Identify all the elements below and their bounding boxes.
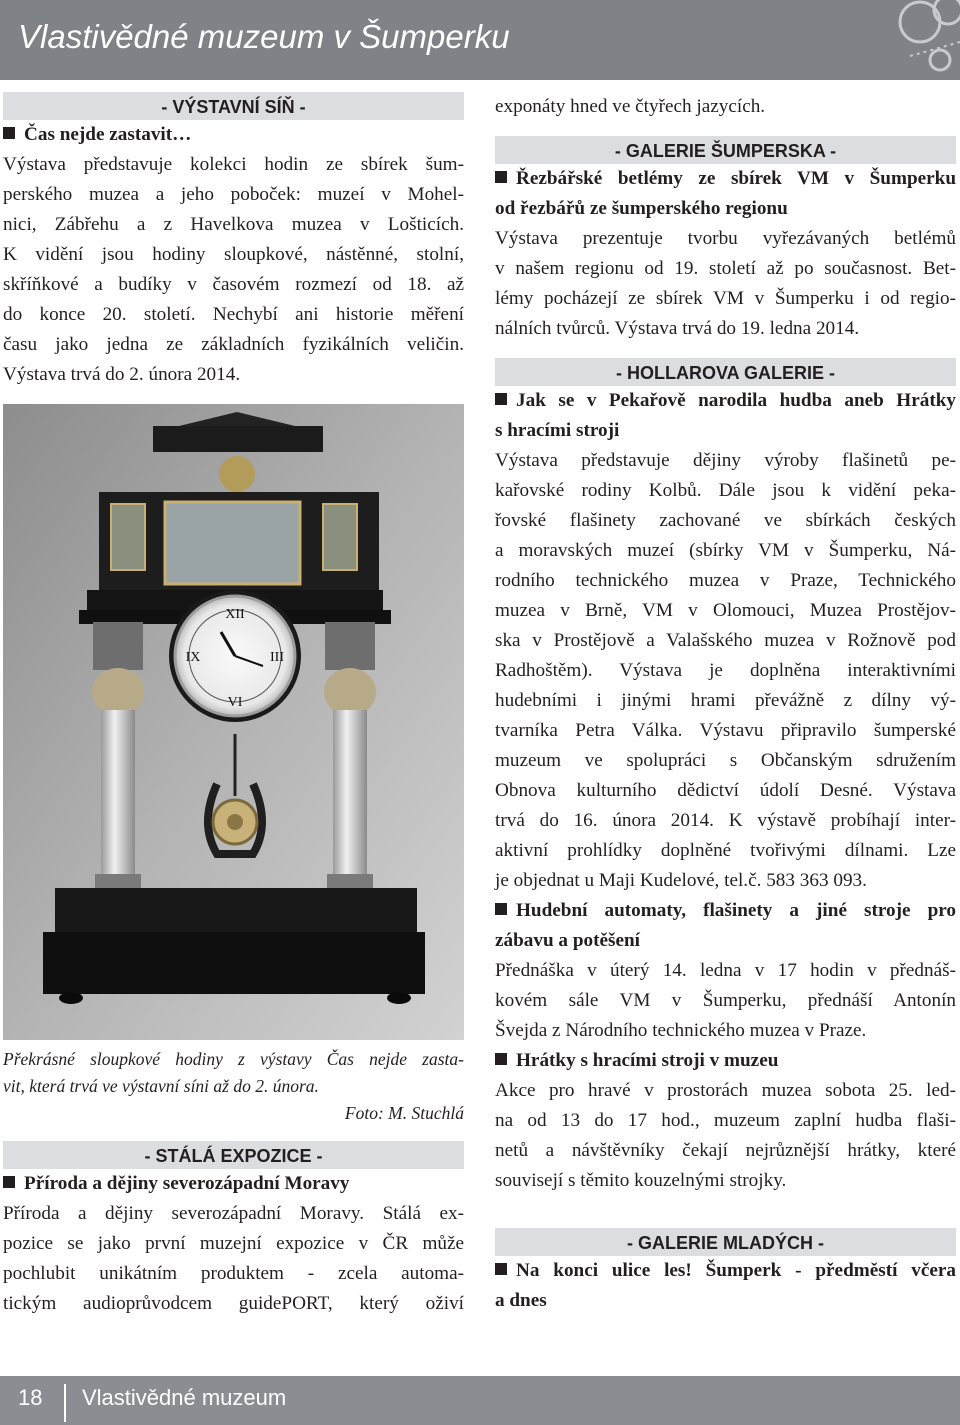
square-bullet-icon xyxy=(3,127,15,139)
text-line: je objednat u Maji Kudelové, tel.č. 583 363 093. xyxy=(495,870,867,891)
text-line: exponáty hned ve čtyřech jazycích. xyxy=(495,96,766,117)
text-line: pozice se jako první muzejní expozice v ČR může xyxy=(3,1233,464,1254)
text-line: muzeum ve spolupráci s Občanským sdružením xyxy=(495,750,956,771)
clock-photo xyxy=(3,404,464,1040)
text-line: a moravských muzeí (sbírky VM v Šumperku, Ná- xyxy=(495,540,956,561)
text-line: perského muzea a jeho poboček: muzeí v Mohel- xyxy=(3,184,464,205)
item-title-rezbarske-betlemy: Řezbářské betlémy ze sbírek VM v Šumperku od řezbářů ze šumperského regionu xyxy=(495,168,956,219)
section-heading-hollarova-galerie: - HOLLAROVA GALERIE - xyxy=(495,358,956,386)
text-line: Radhoštěm). Výstava je doplněna interaktivními xyxy=(495,660,956,681)
text-line: trvá do 16. února 2014. K výstavě probíhají inter- xyxy=(495,810,956,831)
text-line: Švejda z Národního technického muzea v Praze. xyxy=(495,1020,867,1041)
spacer xyxy=(495,122,956,136)
item-title-priroda-a-dejiny: Příroda a dějiny severozápadní Moravy xyxy=(3,1169,464,1199)
page-header xyxy=(0,0,960,80)
text-line: řovské flašinety zachované ve sbírkách českých xyxy=(495,510,956,531)
right-column xyxy=(495,92,956,1316)
svg-text:IX: IX xyxy=(185,650,201,665)
text-line: muzea v Brně, VM v Olomouci, Muzea Prostějov- xyxy=(495,600,956,621)
spacer xyxy=(3,1127,464,1141)
photo-credit: Foto: M. Stuchlá xyxy=(344,1103,464,1123)
left-column xyxy=(3,92,464,1319)
item-title-na-konci-ulice-les: Na konci ulice les! Šumperk - předměstí včera a dnes xyxy=(495,1260,956,1311)
text-line: rodního technického muzea v Praze, Technického xyxy=(495,570,956,591)
text-line: Akce pro hravé v prostorách muzea sobota 25. led- xyxy=(495,1080,956,1101)
caption-line: Překrásné sloupkové hodiny z výstavy Čas nejde zasta- xyxy=(3,1049,464,1069)
square-bullet-icon xyxy=(495,171,507,183)
square-bullet-icon xyxy=(495,1263,507,1275)
text-line: skříňkové a budíky v časovém rozmezí od 18. až xyxy=(3,274,464,295)
text-line: do konce 20. století. Nechybí ani historie měření xyxy=(3,304,464,325)
text-line: Přednáška v úterý 14. ledna v 17 hodin v přednáš- xyxy=(495,960,956,981)
text-line: Příroda a dějiny severozápadní Moravy. Stálá ex- xyxy=(3,1203,464,1224)
text-line: pochlubit unikátním produktem - zcela automa- xyxy=(3,1263,464,1284)
text-line: Obnova kulturního dědictví údolí Desné. Výstava xyxy=(495,780,956,801)
text-line: na od 13 do 17 hod., muzeum zaplní hudba flaši- xyxy=(495,1110,956,1131)
section-heading-galerie-sumperska: - GALERIE ŠUMPERSKA - xyxy=(495,136,956,164)
item-title-hudebni-automaty: Hudební automaty, flašinety a jiné stroje pro zábavu a potěšení xyxy=(495,900,956,951)
section-heading-stala-expozice: - STÁLÁ EXPOZICE - xyxy=(3,1141,464,1169)
text-line: ska v Prostějově a Valašského muzea v Rožnově pod xyxy=(495,630,956,651)
item-title-hratky-s-hracimi-stroji: Hrátky s hracími stroji v muzeu xyxy=(495,1046,956,1076)
square-bullet-icon xyxy=(495,1053,507,1065)
photo-caption xyxy=(3,1046,464,1100)
text-line: kovém sále VM v Šumperku, přednáší Antonín xyxy=(495,990,956,1011)
square-bullet-icon xyxy=(495,903,507,915)
text-line: nálních tvůrců. Výstava trvá do 19. ledna 2014. xyxy=(495,318,860,339)
text-line: Výstava představuje kolekci hodin ze sbírek šum- xyxy=(3,154,464,175)
square-bullet-icon xyxy=(495,393,507,405)
text-line: netů a návštěvníky čekají nejrůznější hrátky, které xyxy=(495,1140,956,1161)
square-bullet-icon xyxy=(3,1176,15,1188)
text-line: Výstava představuje dějiny výroby flašinetů pe- xyxy=(495,450,956,471)
circles-decoration-icon xyxy=(860,0,960,80)
svg-text:III: III xyxy=(270,650,284,665)
item-title-cas-nejde-zastavit: Čas nejde zastavit… xyxy=(3,120,464,150)
caption-line: vit, která trvá ve výstavní síni až do 2. února. xyxy=(3,1076,319,1096)
text-line: Výstava trvá do 2. února 2014. xyxy=(3,364,241,385)
svg-text:XII: XII xyxy=(225,607,245,622)
text-line: času jako jedna ze základních fyzikálních veličin. xyxy=(3,334,464,355)
text-line: lémy pocházejí ze sbírek VM v Šumperku i od regio- xyxy=(495,288,956,309)
text-line: souvisejí s těmito kouzelnými strojky. xyxy=(495,1170,787,1191)
section-heading-vystavni-sin: - VÝSTAVNÍ SÍŇ - xyxy=(3,92,464,120)
text-line: tvarníka Petra Válka. Výstavu připravilo šumperské xyxy=(495,720,956,741)
section-heading-galerie-mladych: - GALERIE MLADÝCH - xyxy=(495,1228,956,1256)
text-line: v našem regionu od 19. století až po současnost. Bet- xyxy=(495,258,956,279)
footer-divider xyxy=(64,1384,66,1422)
svg-text:VI: VI xyxy=(227,695,243,710)
item-title-jak-se-v-pekarove: Jak se v Pekařově narodila hudba aneb Hrátky s hracími stroji xyxy=(495,390,956,441)
footer-publication-name: Vlastivědné muzeum xyxy=(82,1385,287,1410)
spacer xyxy=(495,344,956,358)
page-number: 18 xyxy=(18,1385,43,1410)
text-line: tickým audioprůvodcem guidePORT, který oživí xyxy=(3,1293,464,1314)
text-line: aktivní prohlídky doplněné tvořivými dílnami. Lze xyxy=(495,840,956,861)
page-footer xyxy=(0,1376,960,1425)
spacer xyxy=(495,1196,956,1228)
header-title: Vlastivědné muzeum v Šumperku xyxy=(18,18,510,55)
text-line: kařovské rodiny Kolbů. Dále jsou k vidění peka- xyxy=(495,480,956,501)
text-line: nici, Zábřehu a z Havelkova muzea v Lošticích. xyxy=(3,214,464,235)
text-line: hudebními i jinými hrami převážně z dílny vý- xyxy=(495,690,956,711)
text-line: K vidění jsou hodiny sloupkové, nástěnné, stolní, xyxy=(3,244,464,265)
text-line: Výstava prezentuje tvorbu vyřezávaných betlémů xyxy=(495,228,956,249)
